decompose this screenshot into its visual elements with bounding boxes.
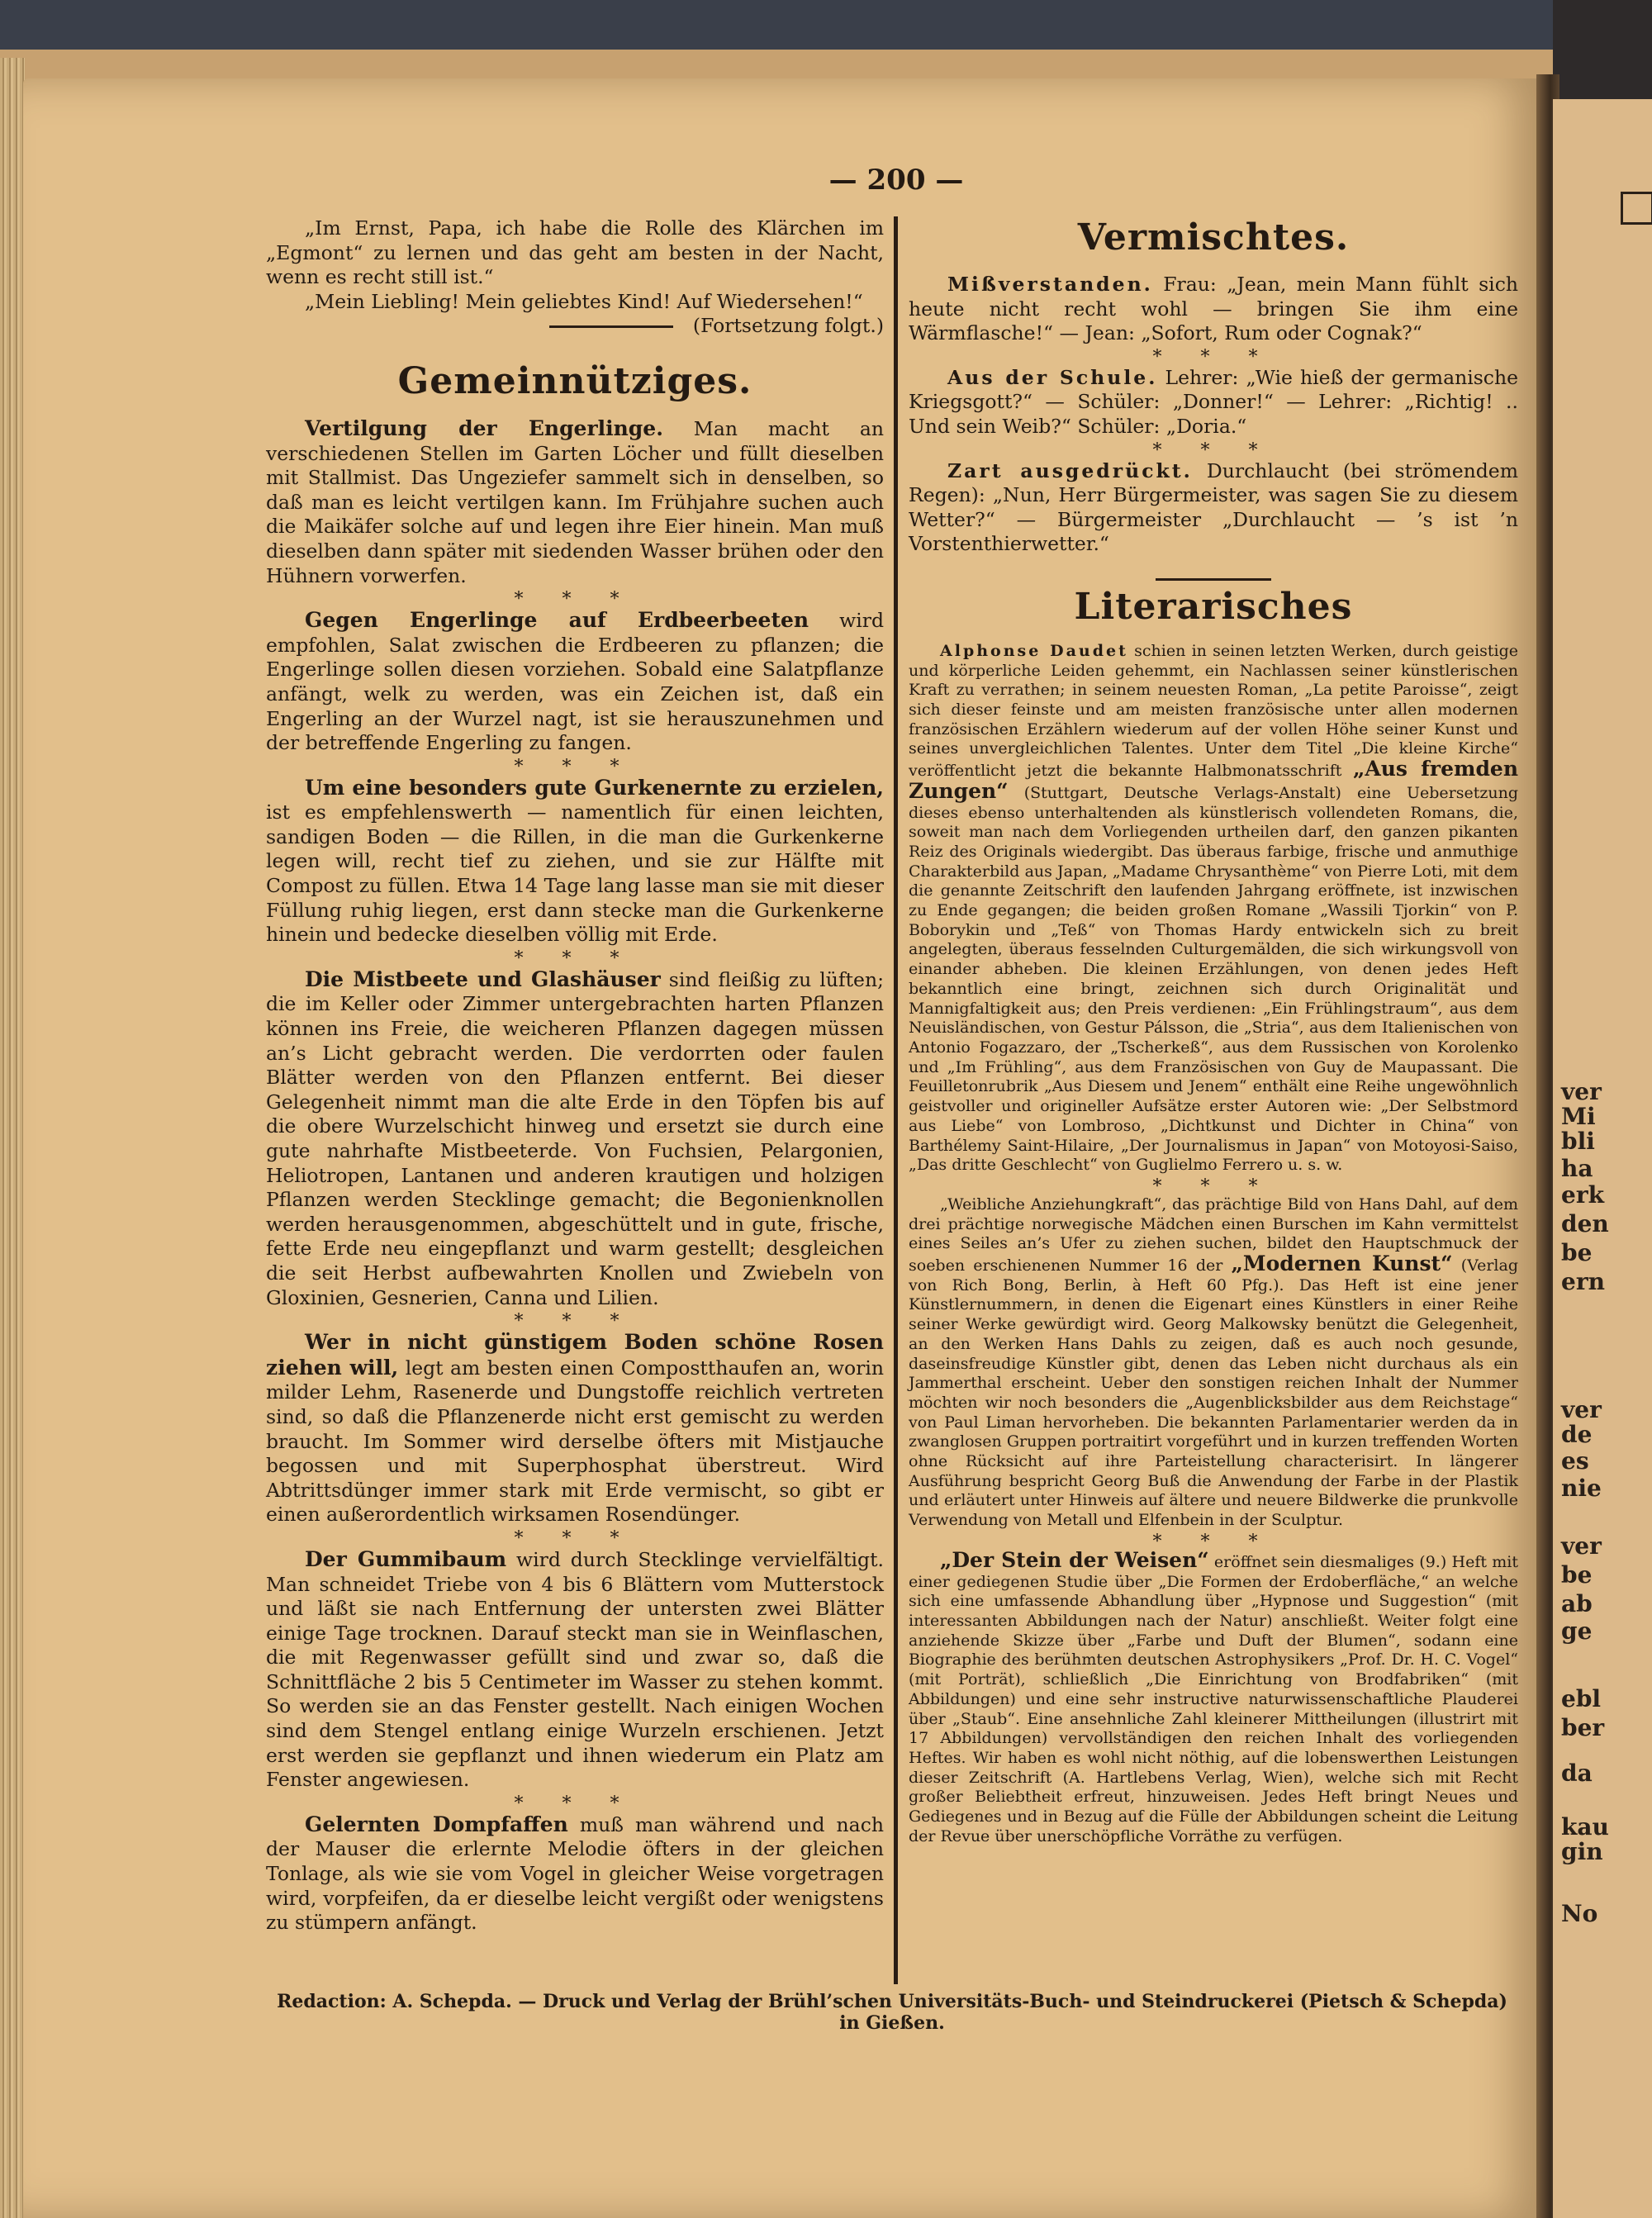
column-divider bbox=[894, 216, 898, 1984]
next-page-word-fragment: es bbox=[1561, 1447, 1589, 1475]
article-text: legt am besten einen Compostthaufen an, worin milder Lehm, Rasenerde und Dungstoffe reichlich vertreten sind, so daß die Pflanzenerde nicht erst gemischt zu werden braucht. Im Sommer wird derselbe öfters mit Mistjauche begossen und mit Superphosphat überstreut. Wird Abtrittsdünger immer stark mit Erde vermischt, so gibt er einen außerordentlich wirksamen Rosendünger. bbox=[266, 1356, 884, 1527]
joke-list bbox=[909, 273, 1518, 557]
next-page-word-fragment: be bbox=[1561, 1239, 1593, 1266]
next-page-word-fragment: ver bbox=[1561, 1078, 1602, 1105]
next-page-word-fragment: nie bbox=[1561, 1475, 1602, 1502]
literary-lead: Alphonse Daudet bbox=[940, 641, 1128, 660]
article-heading: Um eine besonders gute Gurkenernte zu erzielen, bbox=[305, 775, 884, 800]
literary-list bbox=[909, 642, 1518, 1846]
section-title-gemeinnuetziges: Gemeinnütziges. bbox=[397, 359, 752, 402]
joke-paragraph bbox=[909, 366, 1518, 439]
article-heading: Gelernten Dompfaffen bbox=[305, 1812, 568, 1836]
article-text: ist es empfehlenswerth — namentlich für einen leichten, sandigen Boden — die Rillen, in die man die Gurkenkerne legen will, recht tief zu ziehen, und sie zur Hälfte mit Compost zu füllen. Etwa 14 Tage lang lasse man sie mit dieser Füllung ruhig liegen, erst dann stecke man die Gurkenkerne hinein und bedecke dieselben völlig mit Erde. bbox=[266, 800, 884, 947]
literary-paragraph bbox=[909, 1195, 1518, 1531]
joke-heading: Mißverstanden. bbox=[947, 273, 1153, 296]
article-heading: Die Mistbeete und Glashäuser bbox=[305, 967, 661, 991]
article-text: wird empfohlen, Salat zwischen die Erdbeeren zu pflanzen; die Engerlinge sollen diesen vorziehen. Sobald eine Salatpflanze anfängt, welk zu werden, was ein Zeichen ist, daß ein Engerling an der Wurzel nagt, ist sie herauszunehmen und der betreffende Engerling zu fangen. bbox=[266, 609, 884, 755]
separator-stars: * * * bbox=[1152, 439, 1275, 461]
book-page-edges bbox=[0, 58, 25, 2218]
literary-text: eröffnet sein diesmaliges (9.) Heft mit einer gediegenen Studie über „Die Formen der Erdoberfläche,“ an welche sich eine umfassende Abhandlung über „Hypnose und Suggestion“ (mit interessanten Abbildungen nach der Natur) anschließt. Weiter folgt eine anziehende Skizze über „Farbe und Duft der Blumen“, sodann eine Biographie des berühmten deutschen Astrophysikers „Prof. Dr. H. C. Vogel“ (mit Porträt), schließlich „Die Einrichtung von Brodfabriken“ (mit Abbildungen) und eine sehr instructive naturwissenschaftliche Plauderei über „Staub“. Eine ansehnliche Zahl kleinerer Mittheilungen (illustrirt mit 17 Abbildungen) vervollständigen den reichen Inhalt des vorliegenden Heftes. Wir haben es wohl nicht nöthig, auf die lobenswerthen Leistungen dieser Zeitschrift (A. Hartlebens Verlag, Wien), welche sich mit Recht großer Beliebtheit erfreut, hinzuweisen. Jedes Heft bringt Neues und Gediegenes und in Bezug auf die Fülle der Abbildungen scheint die Leitung der Revue über unerschöpfliche Vorräthe zu verfügen. bbox=[909, 1552, 1518, 1845]
article-paragraph bbox=[266, 776, 884, 948]
separator-stars: * * * bbox=[514, 589, 636, 610]
next-page-word-fragment: ver bbox=[1561, 1532, 1602, 1560]
imprint-line: Redaction: A. Schepda. — Druck und Verlag der Brühl’schen Universitäts-Buch- und Steindruckerei (Pietsch & Schepda) in Gießen. bbox=[277, 1991, 1507, 2034]
periodical-title: „Der Stein der Weisen“ bbox=[940, 1547, 1209, 1572]
divider bbox=[1156, 578, 1271, 581]
separator-stars: * * * bbox=[514, 1793, 636, 1814]
divider bbox=[549, 325, 673, 328]
right-column bbox=[909, 216, 1518, 1846]
separator-stars: * * * bbox=[514, 1311, 636, 1332]
article-paragraph bbox=[266, 1330, 884, 1527]
separator-stars: * * * bbox=[514, 756, 636, 777]
joke-text: Durchlaucht (bei strömendem Regen): „Nun, Herr Bürgermeister, was sagen Sie zu diesem Wetter?“ — Bürgermeister „Durchlaucht — ’s ist ’n Vorstenthierwetter.“ bbox=[909, 458, 1518, 556]
next-page-word-fragment: ver bbox=[1561, 1396, 1602, 1423]
article-text: muß man während und nach der Mauser die erlernte Melodie öfters in der gleichen Tonlage, als wie sie vom Vogel in gleicher Weise vorgetragen wird, vorpfeifen, da er dieselbe leicht vergißt oder wenigstens zu stümpern anfängt. bbox=[266, 1812, 884, 1935]
article-paragraph bbox=[266, 1547, 884, 1793]
left-column bbox=[266, 216, 884, 1935]
literary-text: schien in seinen letzten Werken, durch geistige und körperliche Leiden gehemmt, ein Nachlassen seiner künstlerischen Kraft zu verrathen; in seinem neuesten Roman, „La petite Paroisse“, zeigt sich dieser feinste und am meisten französische unter allen modernen französischen Erzählern wiederum auf der vollen Höhe seiner Kunst und seines unvergleichlichen Talentes. Unter dem Titel „Die kleine Kirche“ veröffentlicht jetzt die bekannte Halbmonatsschrift bbox=[909, 641, 1519, 781]
next-page-word-fragment: ab bbox=[1561, 1590, 1593, 1617]
joke-paragraph bbox=[909, 273, 1518, 346]
article-paragraph bbox=[266, 1812, 884, 1935]
serial-line: „Mein Liebling! Mein geliebtes Kind! Auf Wiedersehen!“ bbox=[305, 289, 863, 313]
periodical-title: „Modernen Kunst“ bbox=[1231, 1251, 1453, 1276]
serial-end-row bbox=[266, 290, 884, 315]
literary-text: , das prächtige Bild von Hans Dahl, auf dem drei prächtige norwegische Mädchen einen Burschen im Kahn vermittelst eines Seiles an’s Ufer zu ziehen suchen, bildet den Hauptschmuck der soeben erschienenen Nummer 16 der bbox=[909, 1194, 1518, 1275]
next-page-word-fragment: ebl bbox=[1561, 1685, 1602, 1712]
continuation-row bbox=[266, 314, 884, 339]
next-page-word-fragment: ge bbox=[1561, 1617, 1593, 1645]
joke-paragraph bbox=[909, 459, 1518, 557]
article-heading: Gegen Engerlinge auf Erdbeerbeeten bbox=[305, 608, 809, 633]
serial-line: „Im Ernst, Papa, ich habe die Rolle des Klärchen im „Egmont“ zu lernen und das geht am besten in der Nacht, wenn es recht still ist.“ bbox=[266, 216, 884, 289]
article-heading: Wer in nicht günstigem Boden schöne Rosen ziehen will, bbox=[266, 1330, 884, 1380]
separator-stars: * * * bbox=[1152, 346, 1275, 368]
article-text: Man macht an verschiedenen Stellen im Garten Löcher und füllt dieselben mit Stallmist. Das Ungeziefer sammelt sich in denselben, so daß man es leicht vertilgen kann. Im Frühjahre suchen auch die Maikäfer solche auf und legen ihre Eier hinein. Man muß dieselben dann später mit siedenden Wasser brühen oder den Hühnern vorwerfen. bbox=[266, 416, 884, 587]
next-page-word-fragment: ber bbox=[1561, 1714, 1605, 1741]
next-page-fragment bbox=[1553, 99, 1652, 2218]
periodical-title: „Aus fremden Zungen“ bbox=[909, 757, 1519, 803]
next-page-word-fragment: gin bbox=[1561, 1838, 1603, 1865]
next-page-word-fragment: be bbox=[1561, 1561, 1593, 1589]
section-title-vermischtes: Vermischtes. bbox=[1077, 216, 1350, 259]
separator-stars: * * * bbox=[1152, 1175, 1275, 1197]
article-paragraph bbox=[266, 608, 884, 756]
literary-text: (Verlag von Rich Bong, Berlin, à Heft 60 Pfg.). Das Heft ist eine jener Künstlernummern, in denen die Eigenart eines Künstlers in einer Reihe seiner Werke gewürdigt wird. Georg Malkowsky benützt die Gelegenheit, an den Werken Hans Dahls zu zeigen, daß es auch noch gesunde, daseinsfreudige Künstler gibt, denen das Leben nicht durchaus als ein Jammerthal erscheint. Ueber den sonstigen reichen Inhalt der Nummer möchten wir noch besonders die „Augenblicksbilder aus dem Reichstage“ von Paul Liman hervorheben. Die bekannten Parlamentarier werden da in zwanglosen Gruppen portraitirt vorgeführt und in kurzen treffenden Worten ohne Rücksicht auf ihre Parteistellung characterisirt. In längerer Ausführung bespricht Georg Buß die Anwendung der Farbe in der Plastik und erläutert unter Hinweis auf ältere und neuere Bildwerke die prunkvolle Verwendung von Metall und Elfenbein in der Sculptur. bbox=[909, 1256, 1518, 1530]
next-page-word-fragment: den bbox=[1561, 1210, 1609, 1237]
next-page-word-fragment: kau bbox=[1561, 1813, 1609, 1840]
literary-text: (Stuttgart, Deutsche Verlags-Anstalt) eine Uebersetzung dieses ebenso unterhaltenden als künstlerisch vollendeten Romans, die, soweit man nach dem Vorliegenden urtheilen darf, den ganzen pikanten Reiz des Originals wiedergibt. Das überaus farbige, frische und anmuthige Charakterbild aus Japan, „Madame Chrysanthème“ von Pierre Loti, mit dem die genannte Zeitschrift den laufenden Jahrgang eröffnete, ist inzwischen zu Ende gegangen; die beiden großen Romane „Wassili Tjorkin“ von P. Boborykin und „Teß“ von Thomas Hardy entwickeln sich zu breit angelegten, überaus fesselnden Culturgemälden, die sich wirkungsvoll von einander abheben. Die kleinen Erzählungen, von denen jedes Heft bekanntlich eine bringt, zeichnen sich durch Originalität und Mannigfaltigkeit aus; den Preis verdienen: „Ein Frühlingstraum“, aus dem Neuisländischen, von Gestur Pálsson, die „Stria“, aus dem Italienischen von Antonio Fogazzaro, der „Tscherkeß“, aus dem Russischen von Korolenko und „Im Frühling“, aus dem Französischen von Guy de Maupassant. Die Feuilletonrubrik „Aus Diesem und Jenem“ enthält eine Reihe ungewöhnlich geistvoller und origineller Aufsätze erster Autoren wie: „Der Selbstmord aus Liebe“ von Lombroso, „Dichtkunst und Dichter in China“ von Barthélemy Saint-Hilaire, „Der Journalismus in Japan“ von Motoyosi-Saiso, „Das dritte Geschlecht“ von Guglielmo Ferrero u. s. w. bbox=[909, 783, 1518, 1175]
literary-paragraph bbox=[909, 1547, 1518, 1847]
next-page-word-fragment: ern bbox=[1561, 1268, 1605, 1295]
article-paragraph bbox=[266, 967, 884, 1310]
joke-heading: Aus der Schule. bbox=[947, 365, 1158, 389]
book-top-edge bbox=[0, 0, 1553, 91]
next-page-word-fragment: bli bbox=[1561, 1128, 1595, 1155]
article-heading: Der Gummibaum bbox=[305, 1546, 507, 1571]
literary-paragraph bbox=[909, 642, 1518, 1175]
separator-stars: * * * bbox=[514, 948, 636, 969]
section-title-literarisches: Literarisches bbox=[1074, 585, 1353, 628]
separator-stars: * * * bbox=[1152, 1531, 1275, 1552]
next-page-word-fragment: Mi bbox=[1561, 1103, 1596, 1130]
joke-text: Frau: „Jean, mein Mann fühlt sich heute nicht recht wohl — bringen Sie ihm eine Wärmflasche!“ — Jean: „Sofort, Rum oder Cognak?“ bbox=[909, 273, 1518, 345]
page-number: — 200 — bbox=[828, 164, 964, 197]
corner-mark-icon bbox=[1621, 192, 1652, 225]
article-paragraph bbox=[266, 416, 884, 588]
next-page-word-fragment: erk bbox=[1561, 1181, 1604, 1209]
literary-lead: „Weibliche Anziehungkraft“ bbox=[940, 1194, 1162, 1213]
next-page-word-fragment: da bbox=[1561, 1760, 1593, 1787]
article-heading: Vertilgung der Engerlinge. bbox=[305, 416, 663, 440]
joke-heading: Zart ausgedrückt. bbox=[947, 458, 1193, 482]
separator-stars: * * * bbox=[514, 1527, 636, 1549]
next-page-word-fragment: ha bbox=[1561, 1155, 1593, 1182]
article-text: sind fleißig zu lüften; die im Keller oder Zimmer untergebrachten harten Pflanzen können ins Freie, die weicheren Pflanzen dagegen müssen an’s Licht gebracht werden. Die verdorrten oder faulen Blätter werden von den Pflanzen entfernt. Bei dieser Gelegenheit nimmt man die alte Erde in den Töpfen bis auf die obere Wurzelschicht hinweg und ersetzt sie durch eine gute nahrhafte Mistbeeterde. Von Fuchsien, Pelargonien, Heliotropen, Lantanen und anderen krautigen und holzigen Pflanzen werden Stecklinge gemacht; die Begonienknollen werden herausgenommen, abgeschüttelt und in gute, frische, fette Erde neu eingepflanzt und warm gestellt; desgleichen die seit Herbst aufbewahrten Knollen und Zwiebeln von Gloxinien, Gesnerien, Canna und Lilien. bbox=[266, 967, 884, 1309]
continued-note: (Fortsetzung folgt.) bbox=[692, 314, 884, 338]
next-page-word-fragment: de bbox=[1561, 1421, 1593, 1448]
article-list bbox=[266, 416, 884, 1935]
article-text: wird durch Stecklinge vervielfältigt. Man schneidet Triebe von 4 bis 6 Blättern vom Mutterstock und läßt sie nach Entfernung der untersten zwei Blätter einige Tage trocknen. Darauf steckt man sie in Weinflaschen, die mit Regenwasser gefüllt sind und zwar so, daß die Schnittfläche 2 bis 5 Centimeter im Wasser zu stehen kommt. So werden sie an das Fenster gestellt. Nach einigen Wochen sind dem Stengel entlang einige Wurzeln erschienen. Jetzt erst werden sie gepflanzt und ihnen wiederum ein Platz am Fenster angewiesen. bbox=[266, 1547, 884, 1792]
next-page-word-fragment: No bbox=[1561, 1900, 1598, 1927]
joke-text: Lehrer: „Wie hieß der germanische Kriegsgott?“ — Schüler: „Donner!“ — Lehrer: „Richtig! .. Und sein Weib?“ Schüler: „Doria.“ bbox=[909, 365, 1519, 438]
